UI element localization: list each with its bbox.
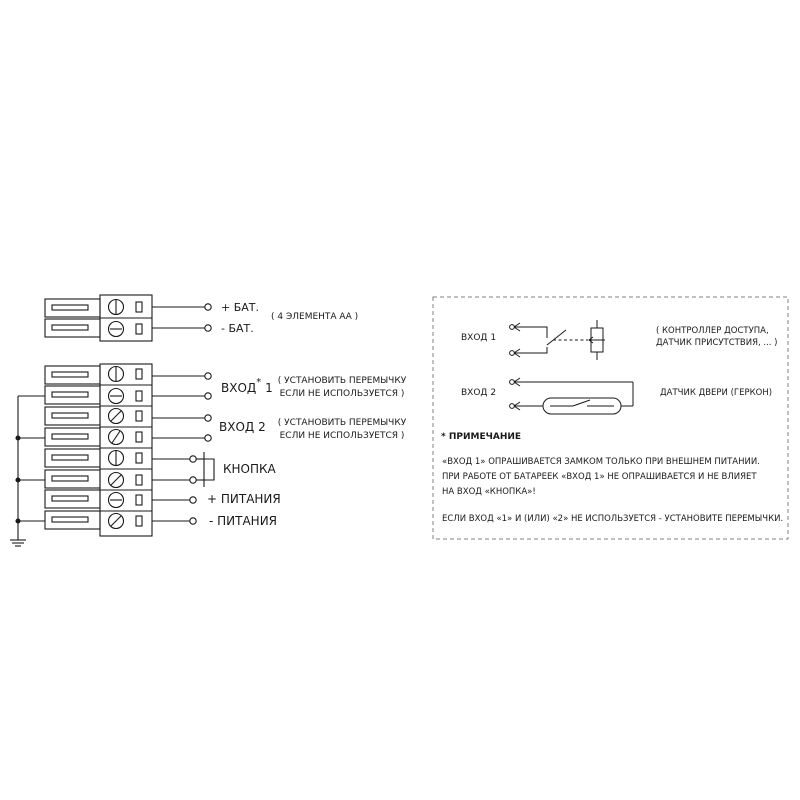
input2-note-line1: ( УСТАНОВИТЬ ПЕРЕМЫЧКУ <box>277 418 407 428</box>
battery-note: ( 4 ЭЛЕМЕНТА АА ) <box>271 312 359 322</box>
button-label: КНОПКА <box>223 462 276 476</box>
input1-schematic <box>510 320 605 360</box>
screw-icon <box>109 367 124 382</box>
legend-input2-label: ВХОД 2 <box>461 388 497 398</box>
screw-icon <box>109 493 124 508</box>
terminal-leads <box>152 373 211 524</box>
battery-plus-label: + БАТ. <box>221 301 260 314</box>
input1-note-line2: ЕСЛИ НЕ ИСПОЛЬЗУЕТСЯ ) <box>279 389 405 399</box>
battery-minus-label: - БАТ. <box>221 322 254 335</box>
legend-input1-label: ВХОД 1 <box>461 333 497 343</box>
note-line1: «ВХОД 1» ОПРАШИВАЕТСЯ ЗАМКОМ ТОЛЬКО ПРИ ВНЕШНЕМ ПИТАНИИ. <box>442 457 760 467</box>
power-minus-label: - ПИТАНИЯ <box>209 514 278 528</box>
reed-switch-icon <box>510 378 633 414</box>
input1-label <box>221 379 273 394</box>
screw-icon <box>109 389 124 404</box>
screw-icon <box>109 473 124 488</box>
screw-icon <box>109 300 124 315</box>
input1-label-text: ВХОД <box>221 381 257 395</box>
input1-note-line1: ( УСТАНОВИТЬ ПЕРЕМЫЧКУ <box>277 376 407 386</box>
ground-icon <box>10 540 26 546</box>
legend-input1-note-line1: ( КОНТРОЛЛЕР ДОСТУПА, <box>656 326 769 336</box>
screw-icon <box>109 430 124 445</box>
screw-icon <box>109 514 124 529</box>
legend-input2-note: ДАТЧИК ДВЕРИ (ГЕРКОН) <box>660 388 773 398</box>
note-line2: ПРИ РАБОТЕ ОТ БАТАРЕЕК «ВХОД 1» НЕ ОПРАШИВАЕТСЯ И НЕ ВЛИЯЕТ <box>442 472 757 482</box>
screw-icon <box>109 451 124 466</box>
screw-icon <box>109 409 124 424</box>
push-button-icon <box>196 452 214 487</box>
note-line4: ЕСЛИ ВХОД «1» И (ИЛИ) «2» НЕ ИСПОЛЬЗУЕТСЯ - УСТАНОВИТЕ ПЕРЕМЫЧКИ. <box>442 514 784 524</box>
input2-note-line2: ЕСЛИ НЕ ИСПОЛЬЗУЕТСЯ ) <box>279 431 405 441</box>
note-title: * ПРИМЕЧАНИЕ <box>441 432 522 442</box>
screw-icon <box>109 322 124 337</box>
input1-number: 1 <box>265 381 273 395</box>
ground-bus <box>16 396 45 540</box>
input2-label: ВХОД 2 <box>219 420 266 434</box>
power-plus-label: + ПИТАНИЯ <box>207 492 281 506</box>
main-connector <box>45 364 152 536</box>
battery-connector <box>45 295 211 341</box>
legend-input1-note-line2: ДАТЧИК ПРИСУТСТВИЯ, ... ) <box>656 338 778 348</box>
input1-star: * <box>256 377 262 388</box>
note-line3: НА ВХОД «КНОПКА»! <box>442 487 536 497</box>
